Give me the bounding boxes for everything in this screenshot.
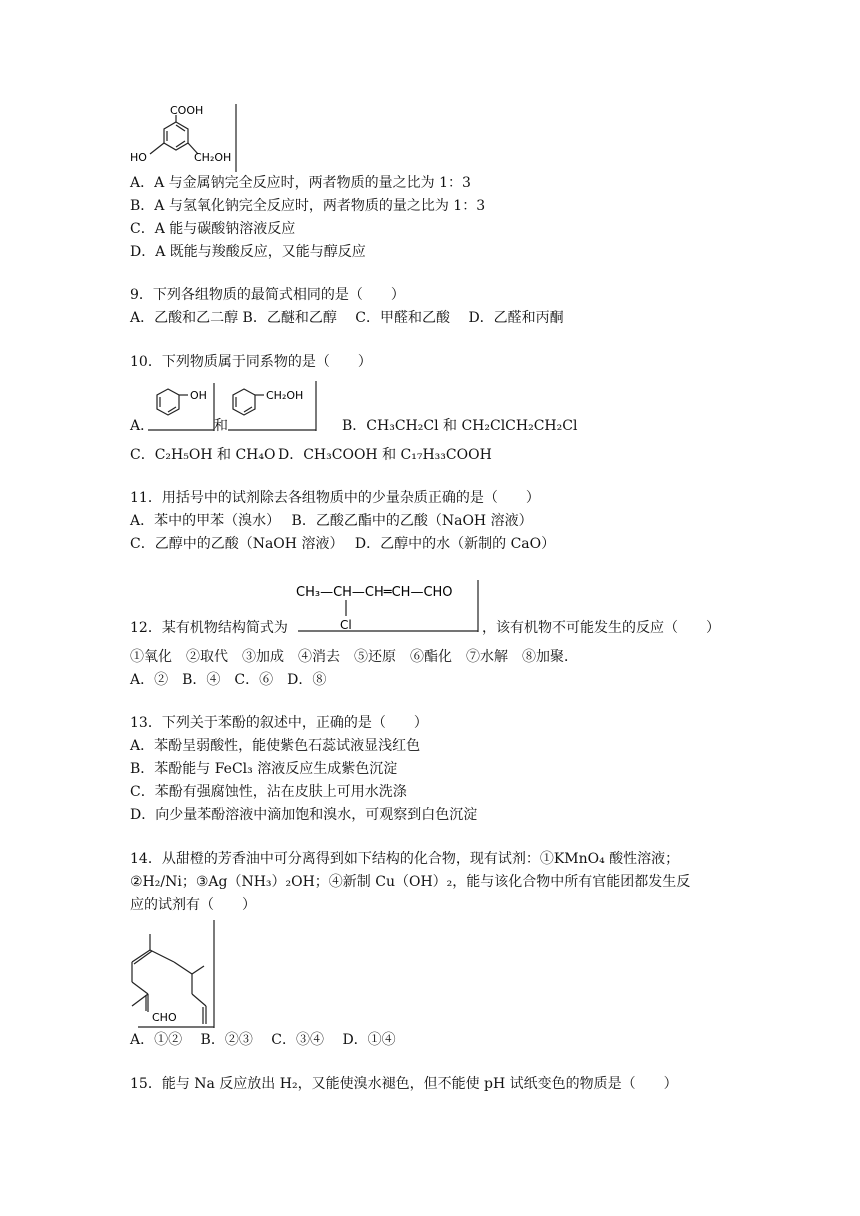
q8-option-a: A．A 与金属钠完全反应时，两者物质的量之比为 1：3 <box>130 175 471 191</box>
q12-formula-structure <box>294 578 484 634</box>
compound-a-structure <box>128 104 240 172</box>
q12-cl-label: Cl <box>340 618 352 632</box>
q14-stem-line2: ②H₂/Ni；③Ag（NH₃）₂OH；④新制 Cu（OH）₂，能与该化合物中所有官能团都发生反 <box>130 874 691 890</box>
q12-formula: CH₃—CH—CH═CH—CHO <box>296 585 453 600</box>
ho-label: HO <box>130 151 147 164</box>
q12-reactions: ①氧化 ②取代 ③加成 ④消去 ⑤还原 ⑥酯化 ⑦水解 ⑧加聚． <box>130 649 578 665</box>
q11-options-line1: A．苯中的甲苯（溴水） B．乙酸乙酯中的乙酸（NaOH 溶液） <box>130 513 533 529</box>
q14-stem-line3: 应的试剂有（ ） <box>130 897 256 913</box>
q10-stem: 10．下列物质属于同系物的是（ ） <box>130 354 372 370</box>
q8-option-b: B．A 与氢氧化钠完全反应时，两者物质的量之比为 1：3 <box>130 198 486 214</box>
q10-option-c: C．C₂H₅OH 和 CH₄O <box>130 447 276 463</box>
cooh-label: COOH <box>170 104 204 117</box>
q13-option-c: C．苯酚有强腐蚀性，沾在皮肤上可用水洗涤 <box>130 784 407 800</box>
q12-options: A．② B．④ C．⑥ D．⑧ <box>130 672 327 688</box>
cho-label: CHO <box>152 1011 177 1024</box>
q13-stem: 13．下列关于苯酚的叙述中，正确的是（ ） <box>130 715 428 731</box>
q13-option-a: A．苯酚呈弱酸性，能使紫色石蕊试液显浅红色 <box>130 738 421 754</box>
q12-stem-post: ，该有机物不可能发生的反应（ ） <box>482 620 720 636</box>
q8-option-d: D．A 既能与羧酸反应，又能与醇反应 <box>130 244 366 260</box>
oh-label: OH <box>190 389 207 402</box>
q14-options: A．①② B．②③ C．③④ D．①④ <box>130 1032 396 1048</box>
q10-option-d: D．CH₃COOH 和 C₁₇H₃₃COOH <box>278 447 492 463</box>
benzyl-alcohol-structure <box>228 381 320 431</box>
q9-stem: 9．下列各组物质的最简式相同的是（ ） <box>130 287 405 303</box>
phenol-structure <box>148 383 216 431</box>
q10-option-a-label: A． <box>130 418 155 434</box>
q10-option-b: B．CH₃CH₂Cl 和 CH₂ClCH₂CH₂Cl <box>342 418 578 434</box>
q11-stem: 11．用括号中的试剂除去各组物质中的少量杂质正确的是（ ） <box>130 490 540 506</box>
q11-options-line2: C．乙醇中的乙酸（NaOH 溶液） D．乙醇中的水（新制的 CaO） <box>130 536 556 552</box>
q10-and-text: 和 <box>214 418 228 434</box>
q15-stem: 15．能与 Na 反应放出 H₂，又能使溴水褪色，但不能使 pH 试纸变色的物质是（ ） <box>130 1076 678 1092</box>
ch2oh-label-2: CH₂OH <box>266 389 304 402</box>
q8-option-c: C．A 能与碳酸钠溶液反应 <box>130 221 296 237</box>
q14-stem-line1: 14．从甜橙的芳香油中可分离得到如下结构的化合物，现有试剂：①KMnO₄ 酸性溶液； <box>130 851 680 867</box>
citral-like-structure <box>124 920 220 1030</box>
ch2oh-label: CH₂OH <box>194 151 232 164</box>
q13-option-d: D．向少量苯酚溶液中滴加饱和溴水，可观察到白色沉淀 <box>130 807 478 823</box>
q12-stem-pre: 12．某有机物结构简式为 <box>130 620 288 636</box>
q9-options: A．乙酸和乙二醇 B．乙醚和乙醇 C．甲醛和乙酸 D．乙醛和丙酮 <box>130 310 564 326</box>
q13-option-b: B．苯酚能与 FeCl₃ 溶液反应生成紫色沉淀 <box>130 761 398 777</box>
